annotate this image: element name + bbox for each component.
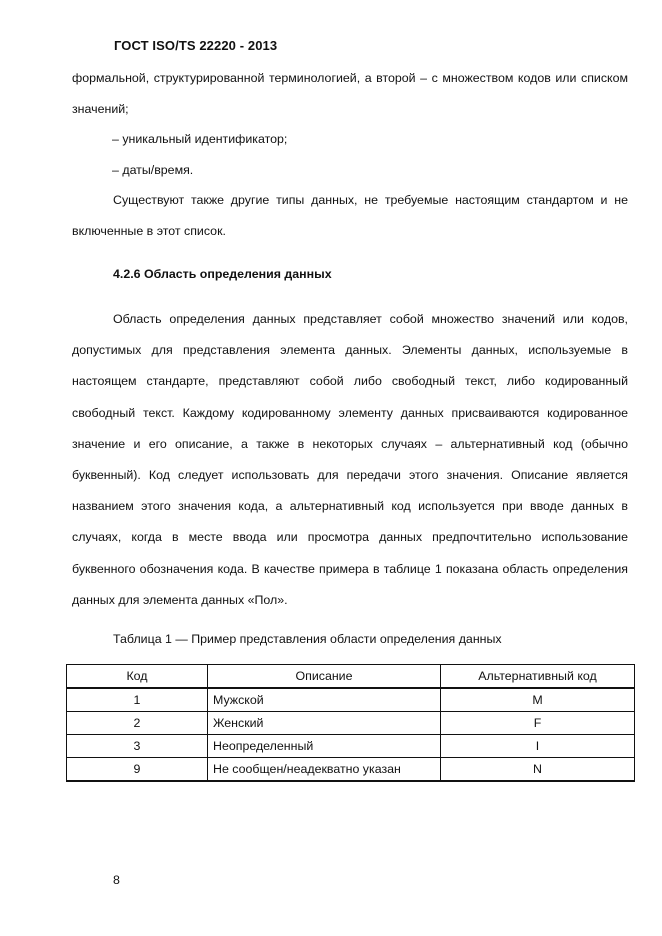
cell-alt-code: I bbox=[441, 735, 635, 758]
list-item: – даты/время. bbox=[112, 163, 194, 177]
cell-alt-code: M bbox=[441, 688, 635, 712]
domain-table bbox=[66, 664, 635, 782]
section-body: Область определения данных представляет собой множество значений или кодов, допустимых для представления элемента данных. Элементы данных, используемые в настоящем стандарте, представляют собой либо свободный текст, либо кодированный свободный текст. Каждому кодированному элементу данных присваиваются кодированное значение и его описание, а также в некоторых случаях – альтернативный код (обычно буквенный). Код следует использовать для передачи этого значения. Описание является названием этого значения кода, а альтернативный код используется при вводе данных в случаях, когда в месте ввода или просмотра данных предпочтительно использование буквенного обозначения кода. В качестве примера в таблице 1 показана область определения данных для элемента данных «Пол». bbox=[72, 312, 628, 607]
cell-code: 3 bbox=[67, 735, 208, 758]
table-row bbox=[67, 712, 635, 735]
header-alt-code: Альтернативный код bbox=[441, 665, 635, 689]
document-header: ГОСТ ISO/TS 22220 - 2013 bbox=[114, 38, 278, 53]
cell-alt-code: N bbox=[441, 758, 635, 782]
cell-alt-code: F bbox=[441, 712, 635, 735]
section-heading: 4.2.6 Область определения данных bbox=[113, 267, 332, 281]
header-code: Код bbox=[67, 665, 208, 689]
table-header-row bbox=[67, 665, 635, 689]
cell-code: 2 bbox=[67, 712, 208, 735]
table-row bbox=[67, 688, 635, 712]
header-description: Описание bbox=[208, 665, 441, 689]
table-caption: Таблица 1 — Пример представления области определения данных bbox=[113, 632, 502, 646]
intro-closing: Существуют также другие типы данных, не требуемые настоящим стандартом и не включенные в этот список. bbox=[72, 193, 628, 239]
intro-continuation: формальной, структурированной терминологией, а второй – с множеством кодов или списком значений; bbox=[72, 71, 628, 117]
cell-description: Мужской bbox=[208, 688, 441, 712]
cell-code: 9 bbox=[67, 758, 208, 782]
list-item: – уникальный идентификатор; bbox=[112, 132, 288, 146]
table-row bbox=[67, 735, 635, 758]
page-number: 8 bbox=[113, 873, 120, 887]
cell-description: Не сообщен/неадекватно указан bbox=[208, 758, 441, 782]
cell-code: 1 bbox=[67, 688, 208, 712]
table-row bbox=[67, 758, 635, 782]
cell-description: Женский bbox=[208, 712, 441, 735]
cell-description: Неопределенный bbox=[208, 735, 441, 758]
